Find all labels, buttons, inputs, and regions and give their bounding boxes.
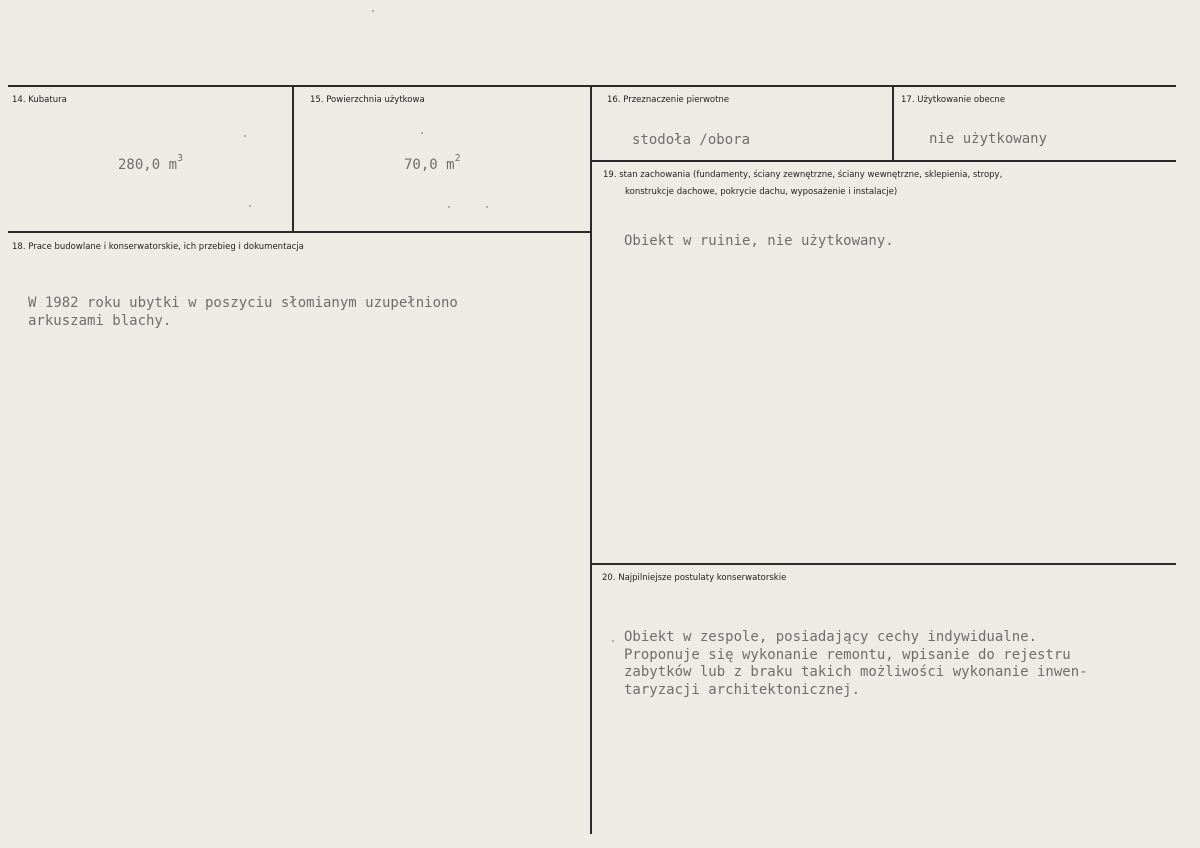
scan-speck (249, 205, 251, 207)
field-18-text: W 1982 roku ubytki w poszyciu słomianym uzupełniono arkuszami blachy. (28, 295, 458, 329)
field-20-label: 20. Najpilniejsze postulaty konserwatorskie (602, 573, 787, 583)
scan-speck (421, 132, 423, 134)
area-text: 70,0 m (404, 157, 455, 173)
field-15-value (404, 150, 461, 174)
field-17-label: 17. Użytkowanie obecne (901, 95, 1006, 105)
scan-speck (244, 135, 246, 137)
field-19-text: Obiekt w ruinie, nie użytkowany. (624, 233, 894, 249)
field-19-label-line2: konstrukcje dachowe, pokrycie dachu, wyposażenie i instalacje) (625, 187, 898, 197)
rule-under-14-15 (8, 231, 592, 233)
field-16-label: 16. Przeznaczenie pierwotne (607, 95, 730, 105)
top-rule (8, 85, 1176, 87)
field-17-value: nie użytkowany (929, 131, 1048, 147)
field-20-text: Obiekt w zespole, posiadający cechy indywidualne. Proponuje się wykonanie remontu, wpisanie do rejestru zabytków lub z braku takich możliwości wykonanie inwen- taryzacji architektonicznej. (624, 629, 1088, 698)
scan-speck (612, 640, 614, 642)
rule-above-20 (592, 563, 1176, 565)
field-19-label-line1: 19. stan zachowania (fundamenty, ściany zewnętrzne, ściany wewnętrzne, sklepienia, stropy, (603, 170, 1003, 180)
field-16-value: stodoła /obora (632, 132, 751, 148)
field-14-value (118, 150, 183, 174)
rule-under-16-17 (592, 160, 1176, 162)
center-divider (590, 86, 592, 834)
divider-16-17 (892, 86, 894, 160)
field-18-label: 18. Prace budowlane i konserwatorskie, ich przebieg i dokumentacja (12, 242, 304, 252)
field-15-label: 15. Powierzchnia użytkowa (310, 95, 425, 105)
volume-text: 280,0 m (118, 157, 178, 173)
area-exponent: 2 (454, 153, 461, 164)
divider-14-15 (292, 86, 294, 232)
field-14-label: 14. Kubatura (12, 95, 67, 105)
scan-speck (486, 206, 488, 208)
scan-speck (448, 206, 450, 208)
scan-speck (372, 10, 374, 12)
volume-exponent: 3 (177, 153, 184, 164)
